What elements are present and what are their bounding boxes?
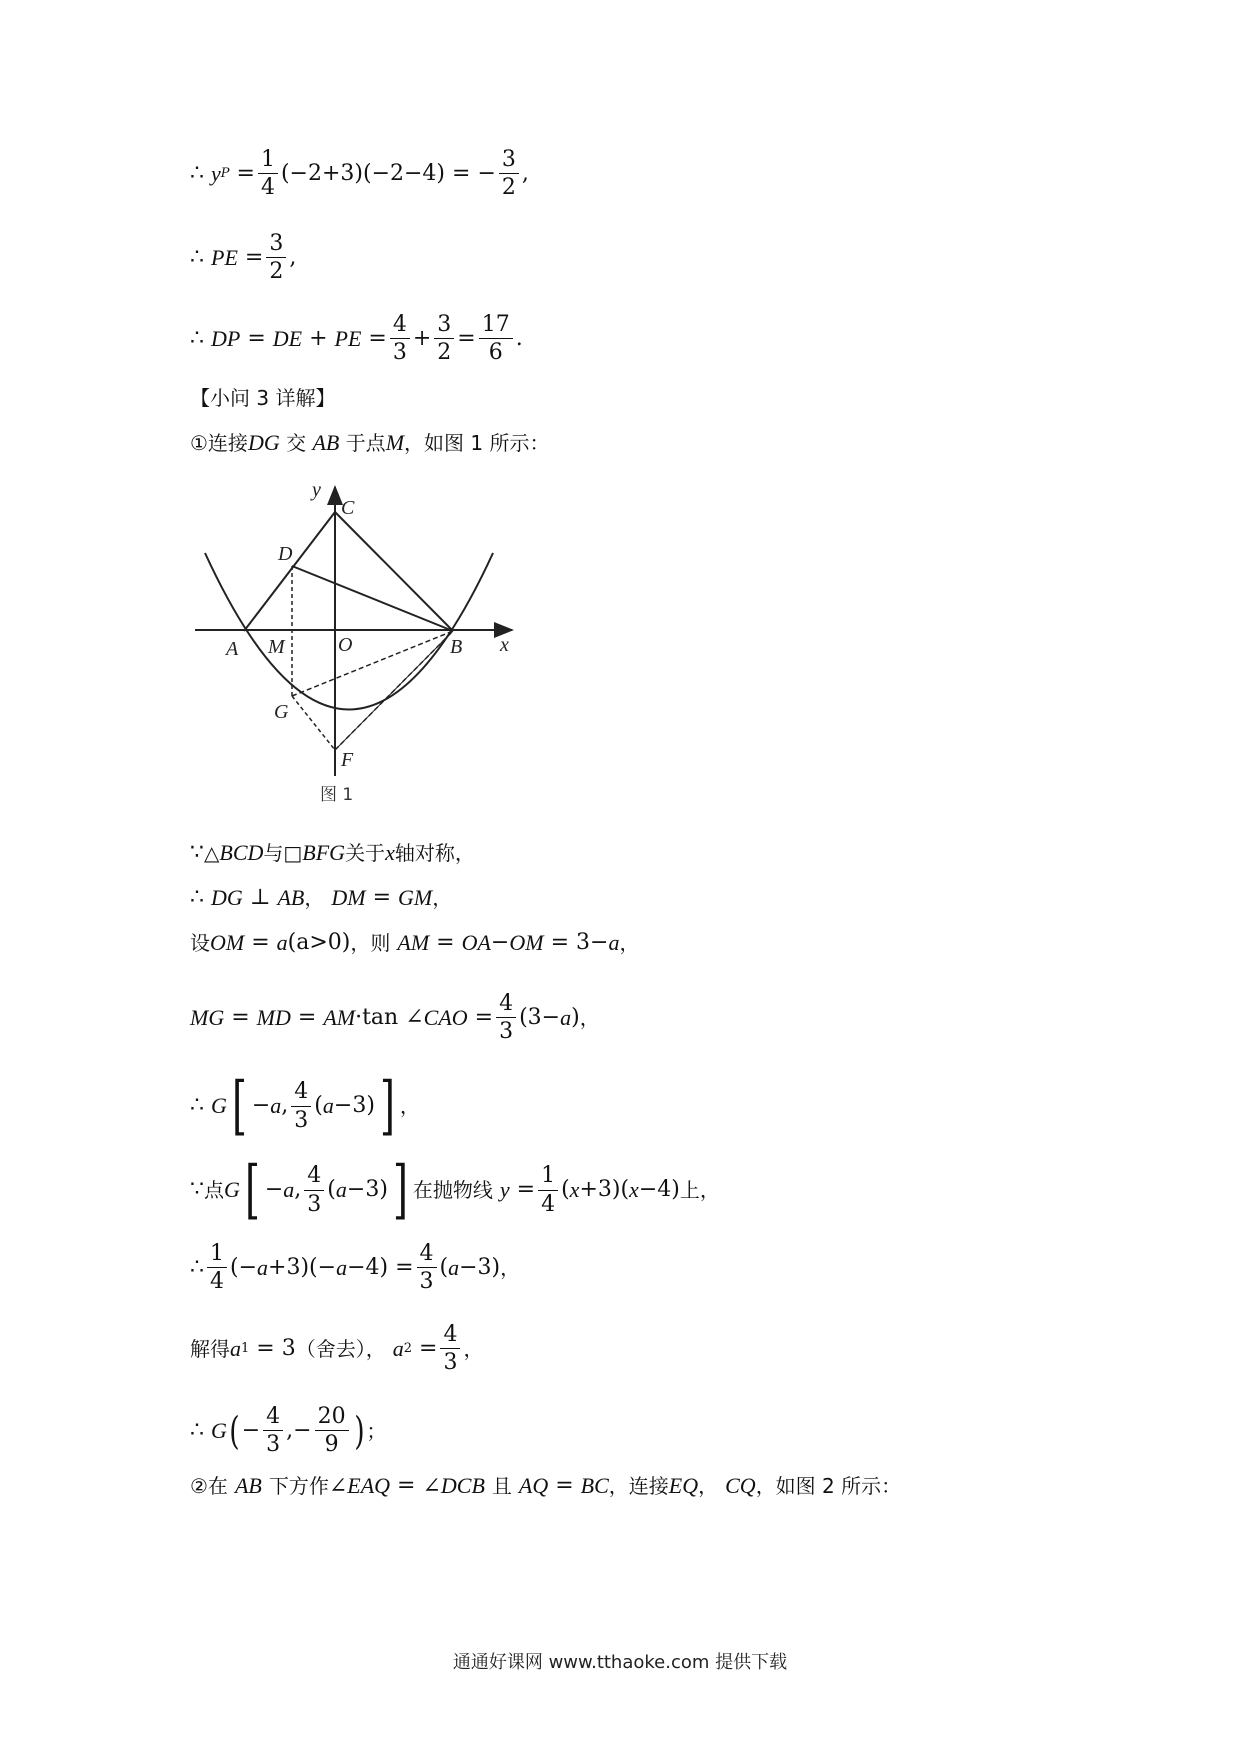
punct: ， <box>698 1474 719 1498</box>
eq-line-2 <box>190 232 296 283</box>
var-x: x <box>569 1177 580 1202</box>
perp-symbol: ⊥ <box>249 885 271 910</box>
fraction <box>291 1080 311 1131</box>
therefore-symbol: ∴ <box>190 160 204 186</box>
text: 于点 <box>345 431 386 455</box>
var-eq: EQ <box>668 1473 699 1498</box>
plus: + <box>309 325 328 351</box>
eq-line-14 <box>190 1405 386 1456</box>
angle-dcb: ∠DCB <box>422 1473 485 1498</box>
var-om: OM <box>210 930 245 955</box>
minus: − <box>264 1177 284 1202</box>
numerator: 3 <box>499 148 519 174</box>
eq-line-9 <box>190 992 600 1043</box>
paren: ( <box>314 1093 323 1118</box>
var-dm: DM <box>331 885 366 910</box>
eq-line-15 <box>190 1475 901 1497</box>
text: 解得 <box>190 1336 230 1361</box>
text: 在抛物线 <box>412 1178 493 1202</box>
var-y: y <box>211 160 221 186</box>
var-om: OM <box>509 930 544 955</box>
numerator: 3 <box>434 313 454 339</box>
numerator: 4 <box>304 1164 324 1190</box>
tan-angle: tan ∠ <box>362 1004 424 1030</box>
therefore-symbol: ∴ <box>190 885 204 910</box>
text: ，如图 2 所示： <box>755 1474 902 1498</box>
numerator: 20 <box>315 1405 349 1431</box>
fraction <box>434 313 454 364</box>
var-cq: CQ <box>725 1473 756 1498</box>
eq-line-12 <box>190 1242 520 1293</box>
paren: ( <box>327 1177 336 1202</box>
equals: = <box>397 1473 416 1498</box>
comma: , <box>281 1093 289 1118</box>
expression: −4) <box>638 1177 680 1202</box>
figure-caption: 图 1 <box>320 785 354 805</box>
var-dp: DP <box>211 325 241 351</box>
var-mg: MG <box>190 1004 225 1030</box>
denominator: 4 <box>260 175 275 201</box>
var-a: a <box>257 1254 269 1280</box>
equals: = <box>395 1254 414 1280</box>
punct: ， <box>304 886 325 910</box>
subscript: 2 <box>403 1341 412 1357</box>
var-a: a <box>392 1335 404 1361</box>
equals-neg: = − <box>452 160 496 186</box>
text: 上， <box>679 1178 720 1202</box>
line-AC <box>244 512 335 631</box>
punct: ， <box>579 1005 600 1030</box>
var-ab: AB <box>312 430 340 455</box>
text: ，连接 <box>608 1474 669 1498</box>
equals: = <box>247 325 266 351</box>
fraction <box>479 313 513 364</box>
denominator: 9 <box>324 1432 339 1458</box>
equals: = <box>555 1473 574 1498</box>
var-a: a <box>322 1093 334 1118</box>
parabola <box>205 553 493 710</box>
var-pe: PE <box>211 244 238 270</box>
value: 3− <box>576 930 609 955</box>
fraction <box>538 1164 558 1215</box>
var-dg: DG <box>211 885 243 910</box>
denominator: 3 <box>266 1432 281 1458</box>
fraction <box>315 1405 349 1456</box>
equals: = <box>297 1004 317 1030</box>
triangle-symbol: △ <box>204 841 220 865</box>
equals: = <box>251 930 270 955</box>
var-ab: AB <box>277 885 305 910</box>
expression: (−2+3)(−2−4) <box>280 160 446 186</box>
angle-eaq: ∠EAQ <box>328 1473 391 1498</box>
comma: , <box>294 1177 302 1202</box>
paren: ( <box>439 1254 449 1280</box>
var-de: DE <box>272 325 303 351</box>
equals: = <box>457 325 476 351</box>
expression: −3) <box>459 1254 501 1280</box>
var-a: a <box>560 1004 572 1030</box>
denominator: 3 <box>443 1350 458 1376</box>
paren-open: ( <box>229 1408 240 1453</box>
var-dg: DG <box>247 430 280 455</box>
punct: , <box>289 244 297 270</box>
numerator: 4 <box>496 992 516 1018</box>
var-a: a <box>230 1335 241 1361</box>
bracket-open: [ <box>231 1069 247 1143</box>
denominator: 3 <box>499 1019 514 1045</box>
denominator: 2 <box>501 175 516 201</box>
var-bcd: BCD <box>219 840 264 865</box>
fraction <box>390 313 410 364</box>
therefore-symbol: ∴ <box>190 325 204 351</box>
bracket-open: [ <box>244 1153 260 1227</box>
expression: (3− <box>519 1004 561 1030</box>
line-CB <box>335 512 453 631</box>
fraction <box>440 1323 460 1374</box>
expression: +3)(− <box>268 1254 337 1280</box>
because-symbol: ∵ <box>190 840 204 865</box>
numerator: 4 <box>417 1242 437 1268</box>
label-G: G <box>274 701 289 723</box>
text-line-5 <box>190 432 549 454</box>
dot: · <box>355 1004 363 1030</box>
denominator: 3 <box>294 1107 309 1133</box>
denominator: 2 <box>269 259 284 285</box>
eq-line-3 <box>190 313 523 364</box>
var-a: a <box>336 1254 348 1280</box>
therefore-symbol: ∴ <box>190 244 204 270</box>
section-heading <box>190 388 335 408</box>
expression: +3)( <box>579 1177 630 1202</box>
punct: ； <box>366 1418 387 1443</box>
denominator: 6 <box>488 340 503 366</box>
subscript-p: P <box>220 166 230 182</box>
text: ，则 <box>350 931 391 955</box>
minus: − <box>251 1093 271 1118</box>
text: （舍去）， <box>295 1336 386 1361</box>
therefore-symbol: ∴ <box>190 1254 204 1280</box>
var-a: a <box>448 1254 460 1280</box>
text: 轴对称， <box>394 841 475 865</box>
denominator: 4 <box>541 1191 556 1217</box>
plus: + <box>412 325 432 351</box>
equals: = <box>256 1335 275 1361</box>
numerator: 4 <box>291 1080 311 1106</box>
equals: = <box>368 325 387 351</box>
var-oa: OA <box>461 930 491 955</box>
text: 下方作 <box>268 1474 329 1498</box>
var-g: G <box>211 1093 227 1118</box>
label-M: M <box>268 636 285 658</box>
var-gm: GM <box>398 885 433 910</box>
paren: (− <box>230 1254 258 1280</box>
label-O: O <box>338 634 353 656</box>
text: 关于 <box>345 841 386 865</box>
equals: = <box>550 930 569 955</box>
condition: (a>0) <box>287 930 351 955</box>
punct: ， <box>619 931 640 955</box>
denominator: 3 <box>392 340 407 366</box>
eq-line-10 <box>190 1069 420 1143</box>
var-a: a <box>276 930 288 955</box>
punct: , <box>521 160 529 186</box>
numerator: 4 <box>263 1405 283 1431</box>
therefore-symbol: ∴ <box>190 1417 204 1443</box>
page-footer: 通通好课网 www.tthaoke.com 提供下载 <box>452 1652 788 1673</box>
var-g: G <box>224 1177 240 1202</box>
paren-close: ) <box>353 1408 365 1453</box>
var-cao: CAO <box>423 1004 468 1030</box>
var-pe: PE <box>334 325 362 351</box>
denominator: 2 <box>437 340 452 366</box>
label-F: F <box>341 749 354 771</box>
text: 点 <box>204 1178 224 1202</box>
equals: = <box>419 1335 438 1361</box>
numerator: 4 <box>440 1323 460 1349</box>
line-GF <box>292 696 335 750</box>
heading-text: 【小问 3 详解】 <box>190 386 336 410</box>
eq-line-13 <box>190 1323 483 1374</box>
numerator: 1 <box>207 1242 227 1268</box>
subscript: 1 <box>241 1341 250 1357</box>
var-m: M <box>385 430 405 455</box>
paren: ) <box>571 1004 580 1030</box>
value: 3 <box>281 1335 296 1361</box>
text: 交 <box>286 431 307 455</box>
var-bfg: BFG <box>302 840 346 865</box>
var-y: y <box>499 1177 510 1202</box>
expression: −4) <box>347 1254 389 1280</box>
label-y: y <box>312 479 321 501</box>
text: 与 <box>263 841 284 865</box>
numerator: 1 <box>538 1164 558 1190</box>
fraction <box>263 1405 283 1456</box>
text: ，如图 1 所示： <box>404 431 550 455</box>
var-g: G <box>211 1417 227 1443</box>
text: 设 <box>190 931 210 955</box>
numerator: 4 <box>390 313 410 339</box>
var-aq: AQ <box>518 1473 549 1498</box>
equals: = <box>244 244 264 270</box>
text: ②在 <box>190 1474 228 1498</box>
var-am: AM <box>323 1004 356 1030</box>
var-md: MD <box>256 1004 291 1030</box>
eq-line-8 <box>190 932 639 954</box>
text: ①连接 <box>190 431 248 455</box>
line-DB <box>292 566 453 631</box>
eq-line-1 <box>190 148 529 199</box>
fraction <box>304 1164 324 1215</box>
minus: − <box>490 930 510 955</box>
equals: = <box>474 1004 494 1030</box>
expression: −3) <box>346 1177 388 1202</box>
equals: = <box>436 930 455 955</box>
punct: ， <box>463 1336 484 1361</box>
eq-line-11 <box>190 1153 720 1227</box>
fraction <box>258 148 278 199</box>
label-A: A <box>226 638 239 660</box>
denominator: 4 <box>210 1269 224 1295</box>
var-a: a <box>608 930 620 955</box>
line-GB <box>292 631 453 696</box>
fraction <box>496 992 516 1043</box>
var-x: x <box>385 840 395 865</box>
fraction <box>207 1242 227 1293</box>
figure-1-diagram <box>185 478 525 818</box>
numerator: 3 <box>266 232 286 258</box>
comma-neg: ,− <box>286 1417 312 1443</box>
text: 且 <box>491 1474 512 1498</box>
var-a: a <box>335 1177 347 1202</box>
fraction <box>266 232 286 283</box>
var-x: x <box>629 1177 639 1202</box>
because-symbol: ∵ <box>190 1177 204 1202</box>
text-line-6 <box>190 842 475 864</box>
denominator: 3 <box>419 1269 434 1295</box>
label-C: C <box>341 497 355 519</box>
var-ab: AB <box>234 1473 262 1498</box>
therefore-symbol: ∴ <box>190 1093 204 1118</box>
var-bc: BC <box>580 1473 609 1498</box>
var-a: a <box>270 1093 282 1118</box>
equals: = <box>372 885 392 910</box>
var-am: AM <box>397 930 430 955</box>
label-x: x <box>500 634 509 656</box>
fraction <box>499 148 519 199</box>
equals: = <box>236 160 255 186</box>
denominator: 3 <box>307 1191 322 1217</box>
numerator: 1 <box>258 148 278 174</box>
punct: ， <box>432 886 453 910</box>
fraction <box>417 1242 437 1293</box>
equals: = <box>516 1177 536 1202</box>
var-a: a <box>283 1177 295 1202</box>
bracket-close: ] <box>392 1153 408 1227</box>
missing-glyph: □ <box>283 841 303 865</box>
punct: ， <box>399 1094 420 1118</box>
numerator: 17 <box>479 313 513 339</box>
punct: . <box>515 325 523 351</box>
minus: − <box>241 1417 261 1443</box>
bracket-close: ] <box>379 1069 395 1143</box>
punct: ， <box>500 1255 521 1280</box>
label-B: B <box>450 636 463 658</box>
expression: −3) <box>333 1093 375 1118</box>
eq-line-7 <box>190 887 452 909</box>
label-D: D <box>278 543 293 565</box>
equals: = <box>231 1004 250 1030</box>
paren: ( <box>561 1177 570 1202</box>
